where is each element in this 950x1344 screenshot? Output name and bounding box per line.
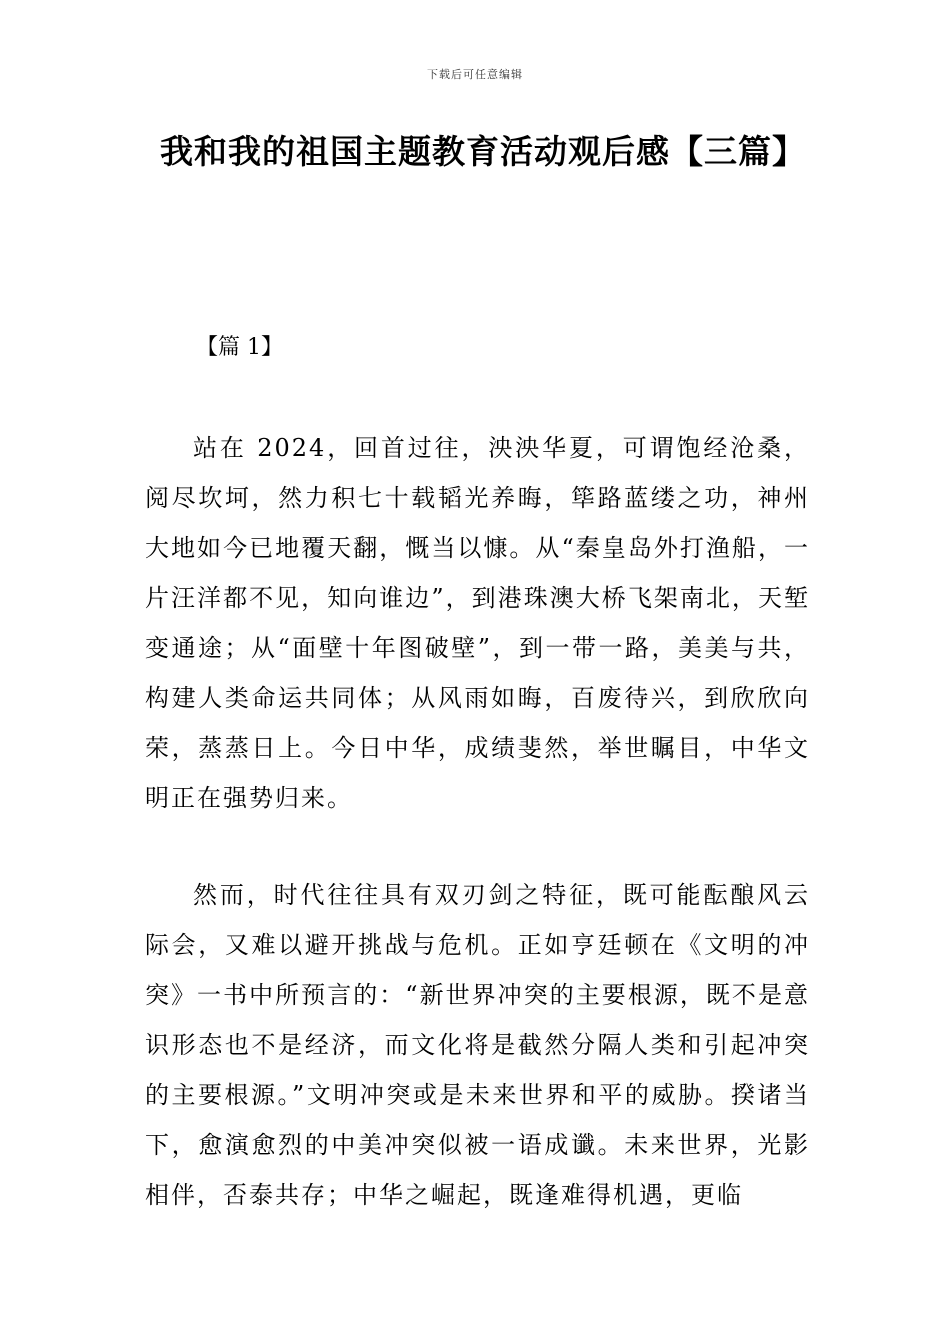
header-note: 下载后可任意编辑	[427, 68, 523, 81]
paragraph-1: 站在 2024，回首过往，泱泱华夏，可谓饱经沧桑，阅尽坎坷，然力积七十载韬光养晦，筚路蓝缕之功，神州大地如今已地覆天翻，慨当以慷。从“秦皇岛外打渔船，一片汪洋都不见，知向谁边”，到港珠澳大桥飞架南北，天堑变通途；从“面壁十年图破壁”，到一带一路，美美与共，构建人类命运共同体；从风雨如晦，百废待兴，到欣欣向荣，蒸蒸日上。今日中华，成绩斐然，举世瞩目，中华文明正在强势归来。	[145, 434, 810, 812]
section-label: 【篇 1】	[196, 335, 283, 360]
paragraph-2: 然而，时代往往具有双刃剑之特征，既可能酝酿风云际会，又难以避开挑战与危机。正如亨廷顿在《文明的冲突》一书中所预言的：“新世界冲突的主要根源，既不是意识形态也不是经济，而文化将是截然分隔人类和引起冲突的主要根源。”文明冲突或是未来世界和平的威胁。揆诸当下，愈演愈烈的中美冲突似被一语成谶。未来世界，光影相伴，否泰共存；中华之崛起，既逢难得机遇，更临	[145, 881, 810, 1209]
document-title: 我和我的祖国主题教育活动观后感【三篇】	[160, 132, 806, 171]
